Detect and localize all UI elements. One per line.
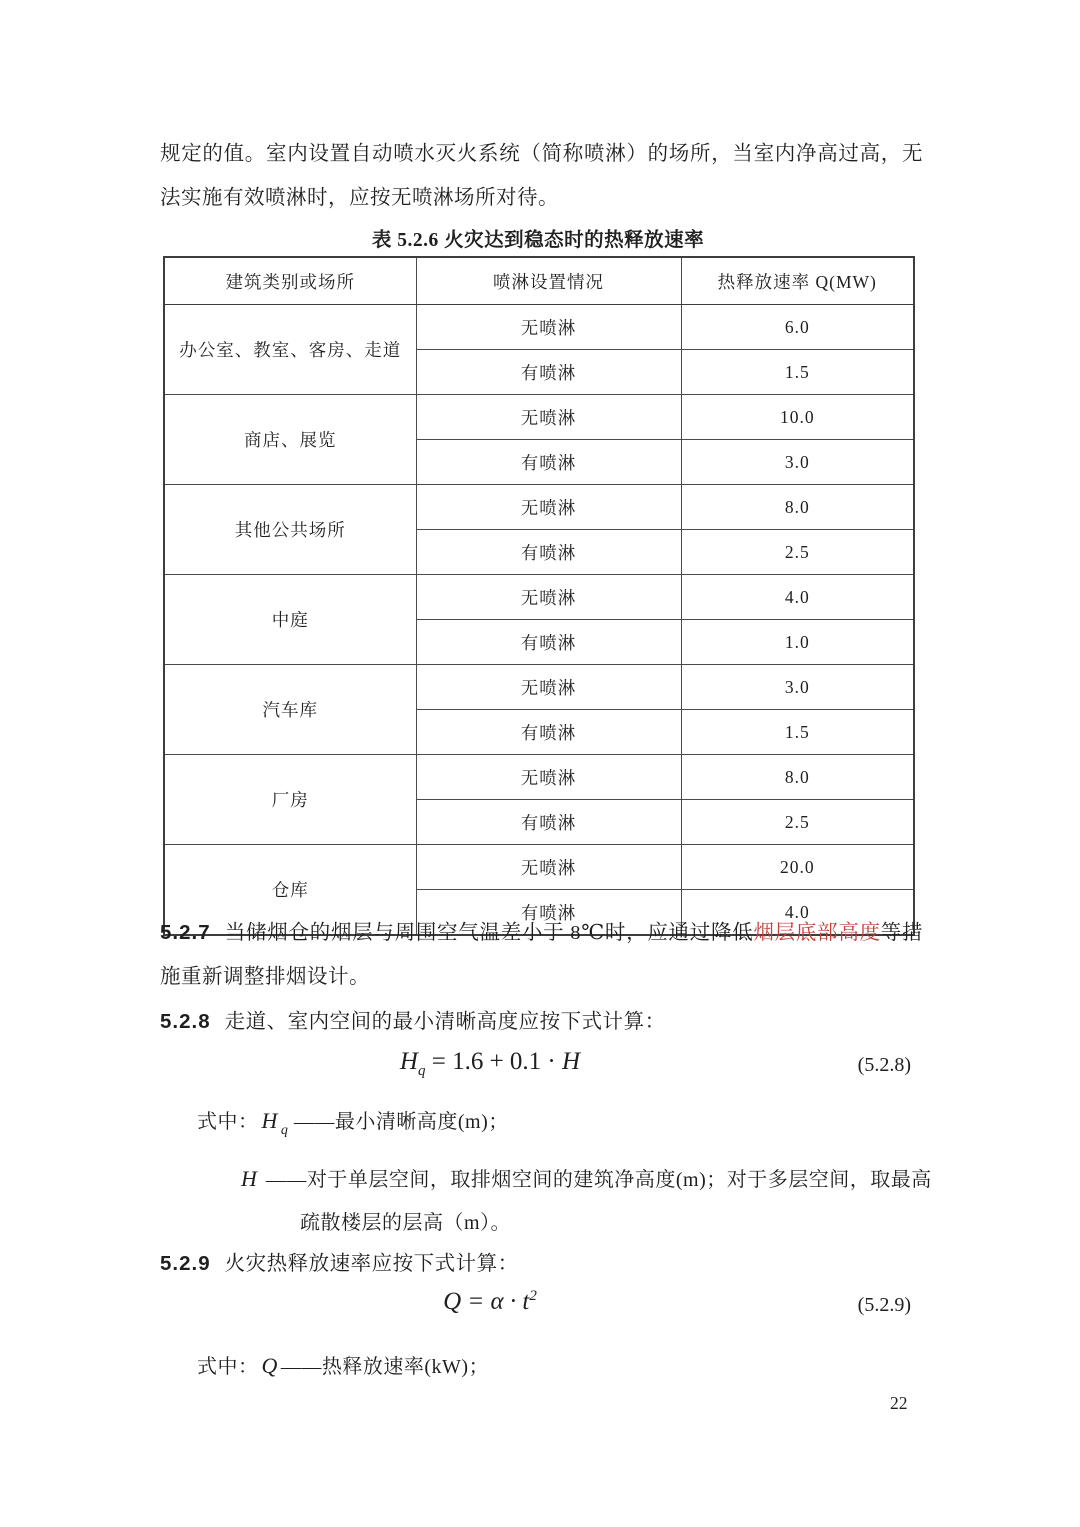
formula-body: = 1.6 + 0.1 ·	[425, 1048, 563, 1075]
formula-variable: H	[399, 1048, 418, 1075]
where-variable: H	[261, 1108, 278, 1133]
heat-release-value-cell: 6.0	[681, 305, 914, 350]
building-category-cell: 商店、展览	[164, 395, 416, 485]
section-number: 5.2.8	[160, 1010, 211, 1033]
sprinkler-condition-cell: 无喷淋	[416, 305, 681, 350]
building-category-cell: 其他公共场所	[164, 485, 416, 575]
sprinkler-condition-cell: 有喷淋	[416, 800, 681, 845]
formula-variable: Q	[443, 1288, 462, 1315]
formula-subscript: q	[417, 1063, 426, 1079]
heat-release-value-cell: 4.0	[681, 575, 914, 620]
equation-number: (5.2.8)	[857, 1054, 911, 1076]
formula-superscript: 2	[529, 1288, 537, 1304]
sprinkler-condition-cell: 有喷淋	[416, 530, 681, 575]
heat-release-value-cell: 1.5	[681, 710, 914, 755]
equation-number: (5.2.9)	[857, 1294, 911, 1316]
intro-paragraph: 规定的值。室内设置自动喷水灭火系统（简称喷淋）的场所，当室内净高过高，无法实施有效喷淋时，应按无喷淋场所对待。	[160, 143, 923, 209]
where-prefix: 式中：	[197, 1111, 259, 1133]
formula-5-2-9	[443, 1288, 537, 1316]
section-text: 当储烟仓的烟层与周围空气温差小于 8℃时，应通过降低	[224, 922, 754, 944]
section-text: 火灾热释放速率应按下式计算：	[224, 1253, 519, 1275]
sprinkler-condition-cell: 有喷淋	[416, 710, 681, 755]
where-subscript: q	[280, 1123, 289, 1138]
section-number: 5.2.7	[160, 921, 211, 944]
heat-release-table	[163, 256, 915, 936]
section-text: 走道、室内空间的最小清晰高度应按下式计算：	[224, 1011, 666, 1033]
where-clause-529	[197, 1350, 489, 1379]
where-text: ——最小清晰高度(m)；	[293, 1111, 509, 1133]
sprinkler-condition-cell: 有喷淋	[416, 440, 681, 485]
building-category-cell: 中庭	[164, 575, 416, 665]
heat-release-value-cell: 10.0	[681, 395, 914, 440]
heat-release-value-cell: 1.0	[681, 620, 914, 665]
table-row	[164, 395, 914, 440]
table-row	[164, 665, 914, 710]
where-clause-528-line1	[197, 1105, 509, 1139]
sprinkler-condition-cell: 无喷淋	[416, 575, 681, 620]
table-row	[164, 845, 914, 890]
sprinkler-condition-cell: 无喷淋	[416, 755, 681, 800]
where-variable: H	[241, 1166, 258, 1191]
table-row	[164, 485, 914, 530]
section-text: 等措施重新调整排烟设计。	[160, 922, 924, 988]
building-category-cell: 厂房	[164, 755, 416, 845]
where-variable: Q	[261, 1353, 278, 1378]
table-header-row	[164, 257, 914, 305]
formula-body: = α · t	[461, 1288, 530, 1315]
table-row	[164, 305, 914, 350]
sprinkler-condition-cell: 有喷淋	[416, 620, 681, 665]
heat-release-value-cell: 2.5	[681, 530, 914, 575]
heat-release-value-cell: 8.0	[681, 485, 914, 530]
where-clause-528-line3	[300, 1206, 511, 1235]
heat-release-value-cell: 3.0	[681, 665, 914, 710]
sprinkler-condition-cell: 无喷淋	[416, 845, 681, 890]
table-title: 表 5.2.6 火灾达到稳态时的热释放速率	[371, 230, 705, 251]
formula-5-2-9-row	[163, 1288, 913, 1328]
sprinkler-condition-cell: 无喷淋	[416, 485, 681, 530]
table-row	[164, 575, 914, 620]
header-sprinkler-condition: 喷淋设置情况	[416, 257, 681, 305]
header-heat-release-rate: 热释放速率 Q(MW)	[681, 257, 914, 305]
where-prefix: 式中：	[197, 1356, 259, 1378]
heat-release-value-cell: 20.0	[681, 845, 914, 890]
building-category-cell: 办公室、教室、客房、走道	[164, 305, 416, 395]
section-5-2-8-heading	[160, 1000, 923, 1044]
sprinkler-condition-cell: 有喷淋	[416, 890, 681, 936]
heat-release-value-cell: 1.5	[681, 350, 914, 395]
sprinkler-condition-cell: 有喷淋	[416, 350, 681, 395]
formula-5-2-8	[400, 1048, 580, 1080]
table-row	[164, 755, 914, 800]
section-5-2-7	[160, 911, 923, 999]
building-category-cell: 仓库	[164, 845, 416, 936]
section-5-2-9-heading	[160, 1242, 923, 1286]
highlighted-term: 烟层底部高度	[753, 922, 881, 944]
formula-variable: H	[562, 1048, 581, 1075]
heat-release-value-cell: 8.0	[681, 755, 914, 800]
where-clause-528-line2	[238, 1163, 932, 1192]
section-number: 5.2.9	[160, 1252, 211, 1275]
header-building-category: 建筑类别或场所	[164, 257, 416, 305]
sprinkler-condition-cell: 无喷淋	[416, 665, 681, 710]
where-text: ——对于单层空间，取排烟空间的建筑净高度(m)；对于多层空间，取最高	[265, 1169, 932, 1191]
heat-release-value-cell: 4.0	[681, 890, 914, 936]
page-number: 22	[890, 1393, 908, 1413]
where-text: ——热释放速率(kW)；	[280, 1356, 490, 1378]
building-category-cell: 汽车库	[164, 665, 416, 755]
sprinkler-condition-cell: 无喷淋	[416, 395, 681, 440]
heat-release-value-cell: 3.0	[681, 440, 914, 485]
heat-release-value-cell: 2.5	[681, 800, 914, 845]
formula-5-2-8-row	[163, 1048, 913, 1088]
where-text: 疏散楼层的层高（m）。	[300, 1212, 512, 1234]
